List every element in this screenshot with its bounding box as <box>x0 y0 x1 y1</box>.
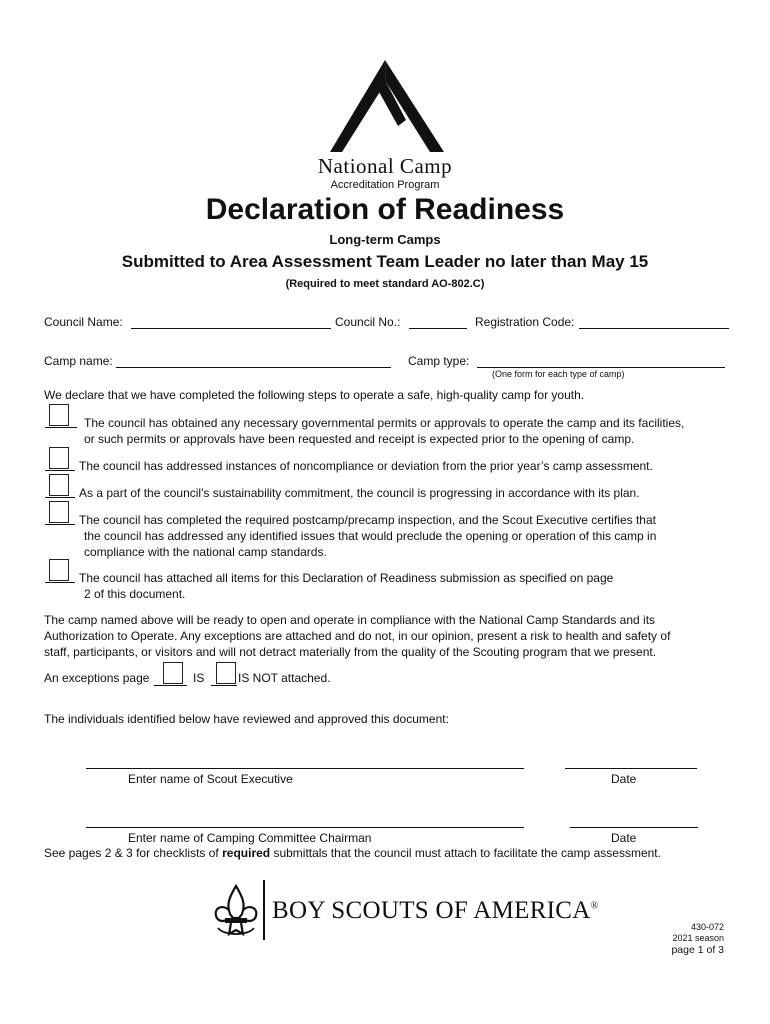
scout-executive-date-line[interactable] <box>565 768 697 769</box>
chairman-date-line[interactable] <box>570 827 698 828</box>
footer-note: See pages 2 & 3 for checklists of required submittals that the council must attach to facilitate the camp assessment. <box>44 846 661 860</box>
scout-executive-name-label: Enter name of Scout Executive <box>128 772 293 786</box>
item-1-underline <box>45 427 77 428</box>
exceptions-is-underline <box>154 685 187 686</box>
item-4-checkbox[interactable] <box>49 501 69 523</box>
camp-name-field[interactable] <box>116 367 391 368</box>
item-2-checkbox[interactable] <box>49 447 69 469</box>
declare-intro: We declare that we have completed the following steps to operate a safe, high-quality camp for youth. <box>44 388 585 402</box>
logo-name: National Camp <box>317 154 453 178</box>
item-5-underline <box>45 582 75 583</box>
registration-code-field[interactable] <box>579 328 729 329</box>
item-1-text: The council has obtained any necessary governmental permits or approvals to operate the camp and its facilities, or such permits or approvals have been requested and receipt is expected prior to the opening of camp. <box>84 416 685 446</box>
camp-name-label: Camp name: <box>44 354 113 368</box>
item-3-text: As a part of the council's sustainability commitment, the council is progressing in accordance with its plan. <box>79 486 640 500</box>
item-3-checkbox[interactable] <box>49 474 69 496</box>
exceptions-label: An exceptions page <box>44 671 150 685</box>
item-4-underline <box>45 524 75 525</box>
council-name-label: Council Name: <box>44 315 123 329</box>
bsa-logo-text: BOY SCOUTS OF AMERICA® <box>272 897 599 924</box>
camp-type-label: Camp type: <box>408 354 470 368</box>
item-1-checkbox[interactable] <box>49 404 69 426</box>
camp-type-note: (One form for each type of camp) <box>492 369 625 379</box>
readiness-paragraph: The camp named above will be ready to open and operate in compliance with the National Camp Standards and its Authorization to Operate. Any exceptions are attached and do not, in our opinion, present a risk to health and safety of staff, participants, or visitors and will not detract materially from the quality of the Scouting program that we present. <box>44 613 671 659</box>
required-note: (Required to meet standard AO-802.C) <box>285 278 485 290</box>
chairman-signature-line[interactable] <box>86 827 524 828</box>
item-3-underline <box>45 497 75 498</box>
form-code: 430-072 <box>690 922 724 932</box>
council-name-field[interactable] <box>131 328 331 329</box>
logo-subtitle: Accreditation Program <box>330 179 440 191</box>
submitted-note: Submitted to Area Assessment Team Leader no later than May 15 <box>121 252 649 271</box>
page-title: Declaration of Readiness <box>205 193 565 226</box>
camp-type-field[interactable] <box>477 367 725 368</box>
registration-code-label: Registration Code: <box>475 315 575 329</box>
exceptions-is-not-checkbox[interactable] <box>216 662 236 684</box>
page-number: page 1 of 3 <box>671 944 724 956</box>
item-5-text: The council has attached all items for this Declaration of Readiness submission as specified on page 2 of this document. <box>79 571 614 601</box>
chairman-name-label: Enter name of Camping Committee Chairman <box>128 831 372 845</box>
item-5-checkbox[interactable] <box>49 559 69 581</box>
bsa-divider <box>263 880 265 940</box>
exceptions-is-label: IS <box>193 671 205 685</box>
chairman-date-label: Date <box>611 831 637 845</box>
national-camp-logo-icon <box>328 60 448 158</box>
council-no-label: Council No.: <box>335 315 401 329</box>
scout-executive-date-label: Date <box>611 772 637 786</box>
form-season: 2021 season <box>672 933 724 943</box>
fleur-de-lis-icon <box>212 884 260 940</box>
exceptions-is-checkbox[interactable] <box>163 662 183 684</box>
item-2-text: The council has addressed instances of noncompliance or deviation from the prior year’s camp assessment. <box>79 459 653 473</box>
individuals-note: The individuals identified below have reviewed and approved this document: <box>44 712 449 726</box>
subtitle: Long-term Camps <box>329 232 441 247</box>
exceptions-is-not-label: IS NOT attached. <box>238 671 331 685</box>
scout-executive-signature-line[interactable] <box>86 768 524 769</box>
item-4-text: The council has completed the required postcamp/precamp inspection, and the Scout Executive certifies that the council has addressed any identified issues that would preclude the opening or operation of this camp in compliance with the national camp standards. <box>79 513 657 559</box>
council-no-field[interactable] <box>409 328 467 329</box>
exceptions-is-not-underline <box>211 685 237 686</box>
item-2-underline <box>45 470 75 471</box>
